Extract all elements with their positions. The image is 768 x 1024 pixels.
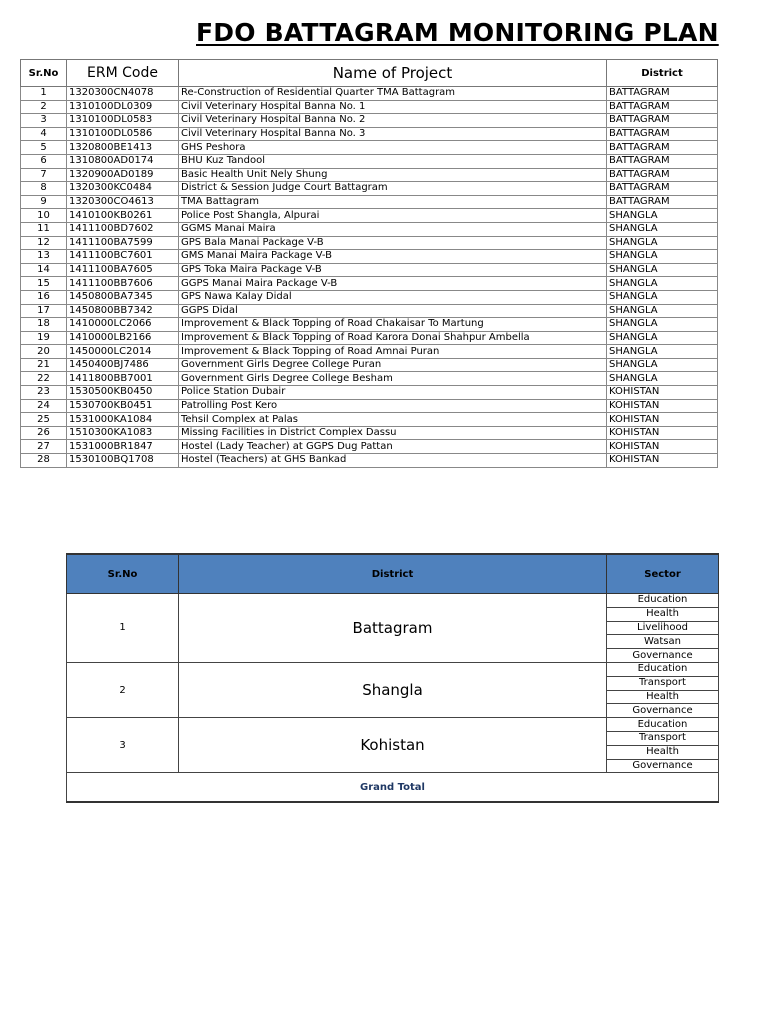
row-district: SHANGLA (607, 345, 718, 359)
row-project-name: GGPS Didal (179, 304, 607, 318)
summary-sector: Education (607, 594, 719, 608)
summary-district: Shangla (179, 662, 607, 717)
table-row (21, 358, 718, 372)
table-row (21, 195, 718, 209)
row-sr-no: 1 (21, 87, 67, 101)
summary-sector: Governance (607, 759, 719, 773)
row-project-name: Civil Veterinary Hospital Banna No. 3 (179, 127, 607, 141)
row-sr-no: 27 (21, 440, 67, 454)
row-district: SHANGLA (607, 209, 718, 223)
table-row (21, 386, 718, 400)
row-sr-no: 24 (21, 399, 67, 413)
row-erm-code: 1411100BA7605 (67, 263, 179, 277)
row-erm-code: 1411100BB7606 (67, 277, 179, 291)
row-project-name: GMS Manai Maira Package V-B (179, 250, 607, 264)
table-row (21, 440, 718, 454)
row-erm-code: 1450800BB7342 (67, 304, 179, 318)
row-erm-code: 1450800BA7345 (67, 290, 179, 304)
row-erm-code: 1531000KA1084 (67, 413, 179, 427)
header-erm-code: ERM Code (67, 60, 179, 87)
row-district: KOHISTAN (607, 399, 718, 413)
table-row (21, 182, 718, 196)
row-erm-code: 1450400BJ7486 (67, 358, 179, 372)
row-sr-no: 13 (21, 250, 67, 264)
header-project-name: Name of Project (179, 60, 607, 87)
summary-sector: Watsan (607, 635, 719, 649)
row-sr-no: 17 (21, 304, 67, 318)
summary-sector: Education (607, 718, 719, 732)
row-erm-code: 1411100BD7602 (67, 222, 179, 236)
row-project-name: Hostel (Lady Teacher) at GGPS Dug Pattan (179, 440, 607, 454)
summary-header-sr-no: Sr.No (67, 554, 179, 594)
row-project-name: Re-Construction of Residential Quarter TMA Battagram (179, 87, 607, 101)
table-row (21, 154, 718, 168)
table-row (21, 263, 718, 277)
row-project-name: GGMS Manai Maira (179, 222, 607, 236)
row-erm-code: 1531000BR1847 (67, 440, 179, 454)
summary-sector: Health (607, 607, 719, 621)
table-row (21, 100, 718, 114)
row-sr-no: 11 (21, 222, 67, 236)
row-district: KOHISTAN (607, 440, 718, 454)
row-district: BATTAGRAM (607, 87, 718, 101)
header-district: District (607, 60, 718, 87)
table-row (21, 141, 718, 155)
row-district: BATTAGRAM (607, 114, 718, 128)
summary-sector: Transport (607, 731, 719, 745)
row-project-name: Police Station Dubair (179, 386, 607, 400)
grand-total-label: Grand Total (67, 773, 719, 803)
row-sr-no: 26 (21, 426, 67, 440)
row-sr-no: 2 (21, 100, 67, 114)
row-project-name: GGPS Manai Maira Package V-B (179, 277, 607, 291)
row-project-name: Improvement & Black Topping of Road Chakaisar To Martung (179, 318, 607, 332)
summary-header-sector: Sector (607, 554, 719, 594)
row-project-name: GPS Toka Maira Package V-B (179, 263, 607, 277)
row-project-name: Government Girls Degree College Puran (179, 358, 607, 372)
table-row (21, 277, 718, 291)
row-sr-no: 21 (21, 358, 67, 372)
row-project-name: Hostel (Teachers) at GHS Bankad (179, 454, 607, 468)
row-district: KOHISTAN (607, 454, 718, 468)
projects-table (20, 59, 718, 468)
table-row (21, 304, 718, 318)
table-row (21, 399, 718, 413)
table-row (21, 331, 718, 345)
row-erm-code: 1410000LC2066 (67, 318, 179, 332)
row-sr-no: 5 (21, 141, 67, 155)
row-project-name: Improvement & Black Topping of Road Karora Donai Shahpur Ambella (179, 331, 607, 345)
row-sr-no: 12 (21, 236, 67, 250)
row-project-name: TMA Battagram (179, 195, 607, 209)
row-project-name: Civil Veterinary Hospital Banna No. 2 (179, 114, 607, 128)
row-project-name: Basic Health Unit Nely Shung (179, 168, 607, 182)
table-row (21, 209, 718, 223)
row-district: BATTAGRAM (607, 100, 718, 114)
row-district: BATTAGRAM (607, 154, 718, 168)
summary-sector: Governance (607, 704, 719, 718)
row-district: SHANGLA (607, 250, 718, 264)
row-erm-code: 1310100DL0309 (67, 100, 179, 114)
summary-sector: Transport (607, 676, 719, 690)
table-row (21, 250, 718, 264)
row-district: SHANGLA (607, 222, 718, 236)
row-erm-code: 1310100DL0583 (67, 114, 179, 128)
summary-sr-no: 1 (67, 594, 179, 663)
row-erm-code: 1411100BA7599 (67, 236, 179, 250)
row-project-name: GPS Bala Manai Package V-B (179, 236, 607, 250)
row-sr-no: 22 (21, 372, 67, 386)
row-district: KOHISTAN (607, 426, 718, 440)
row-erm-code: 1310800AD0174 (67, 154, 179, 168)
row-sr-no: 9 (21, 195, 67, 209)
row-project-name: Improvement & Black Topping of Road Amnai Puran (179, 345, 607, 359)
row-district: SHANGLA (607, 263, 718, 277)
table-row (21, 426, 718, 440)
row-sr-no: 7 (21, 168, 67, 182)
row-sr-no: 15 (21, 277, 67, 291)
header-sr-no: Sr.No (21, 60, 67, 87)
row-sr-no: 28 (21, 454, 67, 468)
row-district: KOHISTAN (607, 386, 718, 400)
row-sr-no: 16 (21, 290, 67, 304)
table-row (21, 168, 718, 182)
row-sr-no: 14 (21, 263, 67, 277)
row-erm-code: 1510300KA1083 (67, 426, 179, 440)
row-erm-code: 1411800BB7001 (67, 372, 179, 386)
summary-sector: Governance (607, 649, 719, 663)
summary-district: Battagram (179, 594, 607, 663)
row-district: SHANGLA (607, 358, 718, 372)
row-sr-no: 19 (21, 331, 67, 345)
table-row (21, 114, 718, 128)
row-district: SHANGLA (607, 304, 718, 318)
row-district: SHANGLA (607, 290, 718, 304)
row-district: BATTAGRAM (607, 182, 718, 196)
table-row (21, 236, 718, 250)
summary-row (67, 662, 719, 676)
row-project-name: Civil Veterinary Hospital Banna No. 1 (179, 100, 607, 114)
row-district: SHANGLA (607, 318, 718, 332)
table-row (21, 318, 718, 332)
row-erm-code: 1450000LC2014 (67, 345, 179, 359)
row-project-name: BHU Kuz Tandool (179, 154, 607, 168)
summary-sector: Livelihood (607, 621, 719, 635)
table-row (21, 222, 718, 236)
row-erm-code: 1310100DL0586 (67, 127, 179, 141)
row-district: SHANGLA (607, 236, 718, 250)
row-erm-code: 1320300KC0484 (67, 182, 179, 196)
row-district: KOHISTAN (607, 413, 718, 427)
summary-body (67, 594, 719, 773)
summary-sector: Education (607, 662, 719, 676)
row-erm-code: 1530700KB0451 (67, 399, 179, 413)
row-sr-no: 25 (21, 413, 67, 427)
row-project-name: Police Post Shangla, Alpurai (179, 209, 607, 223)
table-row (21, 454, 718, 468)
row-sr-no: 10 (21, 209, 67, 223)
row-district: SHANGLA (607, 372, 718, 386)
summary-header-row (67, 554, 719, 594)
row-sr-no: 6 (21, 154, 67, 168)
projects-header-row (21, 60, 718, 87)
page-title: FDO BATTAGRAM MONITORING PLAN (196, 18, 719, 47)
table-row (21, 290, 718, 304)
row-erm-code: 1411100BC7601 (67, 250, 179, 264)
table-row (21, 413, 718, 427)
row-erm-code: 1320300CO4613 (67, 195, 179, 209)
summary-row (67, 718, 719, 732)
summary-sector: Health (607, 690, 719, 704)
row-project-name: Government Girls Degree College Besham (179, 372, 607, 386)
row-erm-code: 1410000LB2166 (67, 331, 179, 345)
row-erm-code: 1320300CN4078 (67, 87, 179, 101)
row-sr-no: 23 (21, 386, 67, 400)
row-project-name: GHS Peshora (179, 141, 607, 155)
row-district: BATTAGRAM (607, 127, 718, 141)
summary-sector: Health (607, 745, 719, 759)
row-project-name: Patrolling Post Kero (179, 399, 607, 413)
table-row (21, 372, 718, 386)
row-district: SHANGLA (607, 331, 718, 345)
table-row (21, 127, 718, 141)
summary-district: Kohistan (179, 718, 607, 773)
summary-table (66, 553, 719, 803)
row-district: BATTAGRAM (607, 195, 718, 209)
row-erm-code: 1410100KB0261 (67, 209, 179, 223)
projects-body (21, 87, 718, 468)
row-sr-no: 4 (21, 127, 67, 141)
row-sr-no: 3 (21, 114, 67, 128)
summary-sr-no: 3 (67, 718, 179, 773)
row-project-name: Missing Facilities in District Complex Dassu (179, 426, 607, 440)
row-district: SHANGLA (607, 277, 718, 291)
row-sr-no: 8 (21, 182, 67, 196)
row-sr-no: 20 (21, 345, 67, 359)
grand-total-row (67, 773, 719, 803)
summary-header-district: District (179, 554, 607, 594)
row-erm-code: 1320900AD0189 (67, 168, 179, 182)
row-sr-no: 18 (21, 318, 67, 332)
table-row (21, 87, 718, 101)
summary-row (67, 594, 719, 608)
row-erm-code: 1320800BE1413 (67, 141, 179, 155)
row-project-name: GPS Nawa Kalay Didal (179, 290, 607, 304)
row-erm-code: 1530500KB0450 (67, 386, 179, 400)
row-district: BATTAGRAM (607, 168, 718, 182)
summary-sr-no: 2 (67, 662, 179, 717)
row-erm-code: 1530100BQ1708 (67, 454, 179, 468)
row-project-name: District & Session Judge Court Battagram (179, 182, 607, 196)
row-district: BATTAGRAM (607, 141, 718, 155)
row-project-name: Tehsil Complex at Palas (179, 413, 607, 427)
table-row (21, 345, 718, 359)
